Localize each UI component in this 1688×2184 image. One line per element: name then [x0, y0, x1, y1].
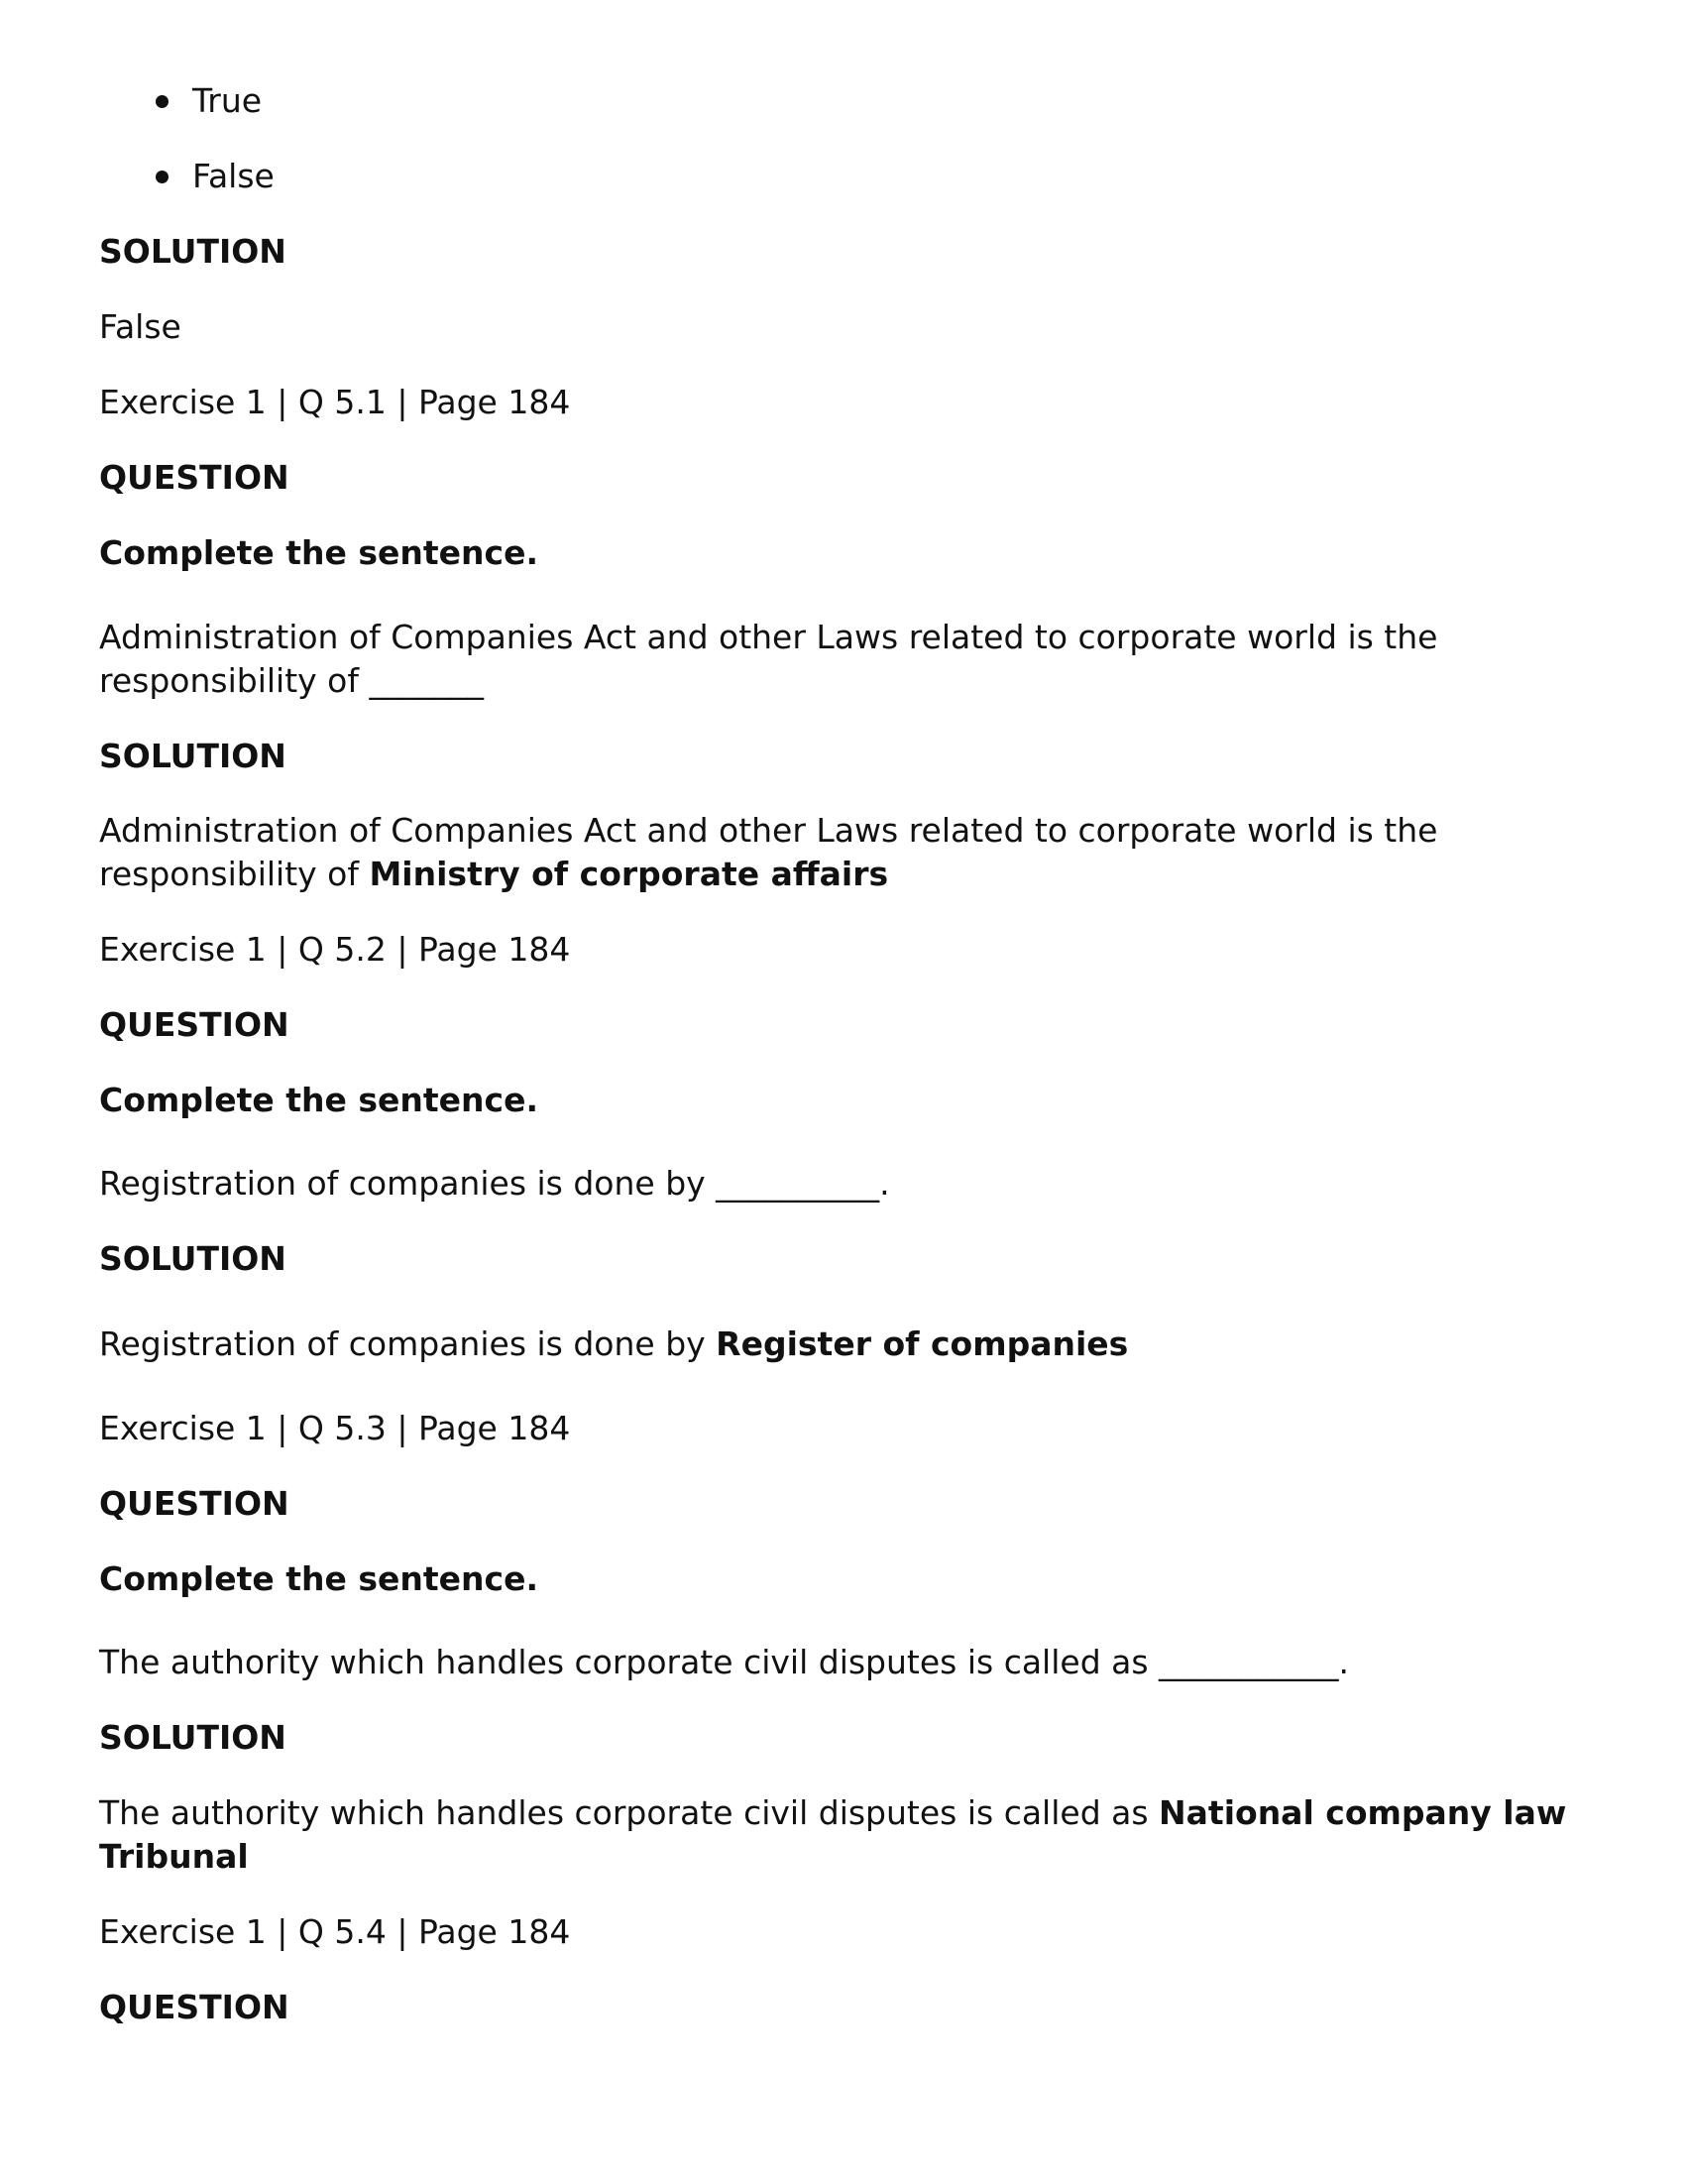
solution-text-prefix: responsibility of	[99, 855, 370, 893]
question-text: Registration of companies is done by __________.	[99, 1164, 890, 1203]
question-heading: QUESTION	[99, 1988, 289, 2026]
solution-heading: SOLUTION	[99, 737, 286, 775]
solution-heading: SOLUTION	[99, 1239, 286, 1278]
question-text: The authority which handles corporate civil disputes is called as ___________.	[99, 1643, 1350, 1681]
question-text-line-2: responsibility of _______	[99, 661, 484, 700]
exercise-reference-5-1: Exercise 1 | Q 5.1 | Page 184	[99, 383, 571, 421]
solution-text-prefix: Registration of companies is done by	[99, 1324, 717, 1363]
bullet-icon	[156, 95, 169, 108]
option-true: True	[192, 81, 263, 120]
exercise-reference-5-2: Exercise 1 | Q 5.2 | Page 184	[99, 930, 571, 969]
solution-text-line-1: Administration of Companies Act and other Laws related to corporate world is the	[99, 811, 1438, 850]
solution-heading: SOLUTION	[99, 232, 286, 271]
exercise-reference-5-3: Exercise 1 | Q 5.3 | Page 184	[99, 1409, 571, 1447]
solution-answer: False	[99, 307, 181, 346]
question-heading: QUESTION	[99, 1005, 289, 1044]
solution-text	[99, 1322, 1128, 1366]
question-instruction: Complete the sentence.	[99, 1081, 539, 1119]
solution-text-line-2	[99, 853, 888, 896]
exercise-reference-5-4: Exercise 1 | Q 5.4 | Page 184	[99, 1912, 571, 1951]
question-heading: QUESTION	[99, 458, 289, 497]
bullet-icon	[156, 171, 169, 183]
solution-answer: Ministry of corporate affairs	[369, 855, 889, 893]
question-text-line-1: Administration of Companies Act and other Laws related to corporate world is the	[99, 618, 1438, 656]
question-instruction: Complete the sentence.	[99, 1559, 539, 1598]
solution-answer: National company law	[1159, 1793, 1567, 1832]
solution-answer-line-2: Tribunal	[99, 1837, 249, 1876]
solution-text-prefix: The authority which handles corporate civil disputes is called as	[99, 1793, 1160, 1832]
option-false: False	[192, 157, 275, 195]
solution-heading: SOLUTION	[99, 1718, 286, 1757]
question-heading: QUESTION	[99, 1484, 289, 1523]
solution-answer: Register of companies	[716, 1324, 1129, 1363]
solution-text-line-1	[99, 1791, 1566, 1835]
question-instruction: Complete the sentence.	[99, 533, 539, 572]
